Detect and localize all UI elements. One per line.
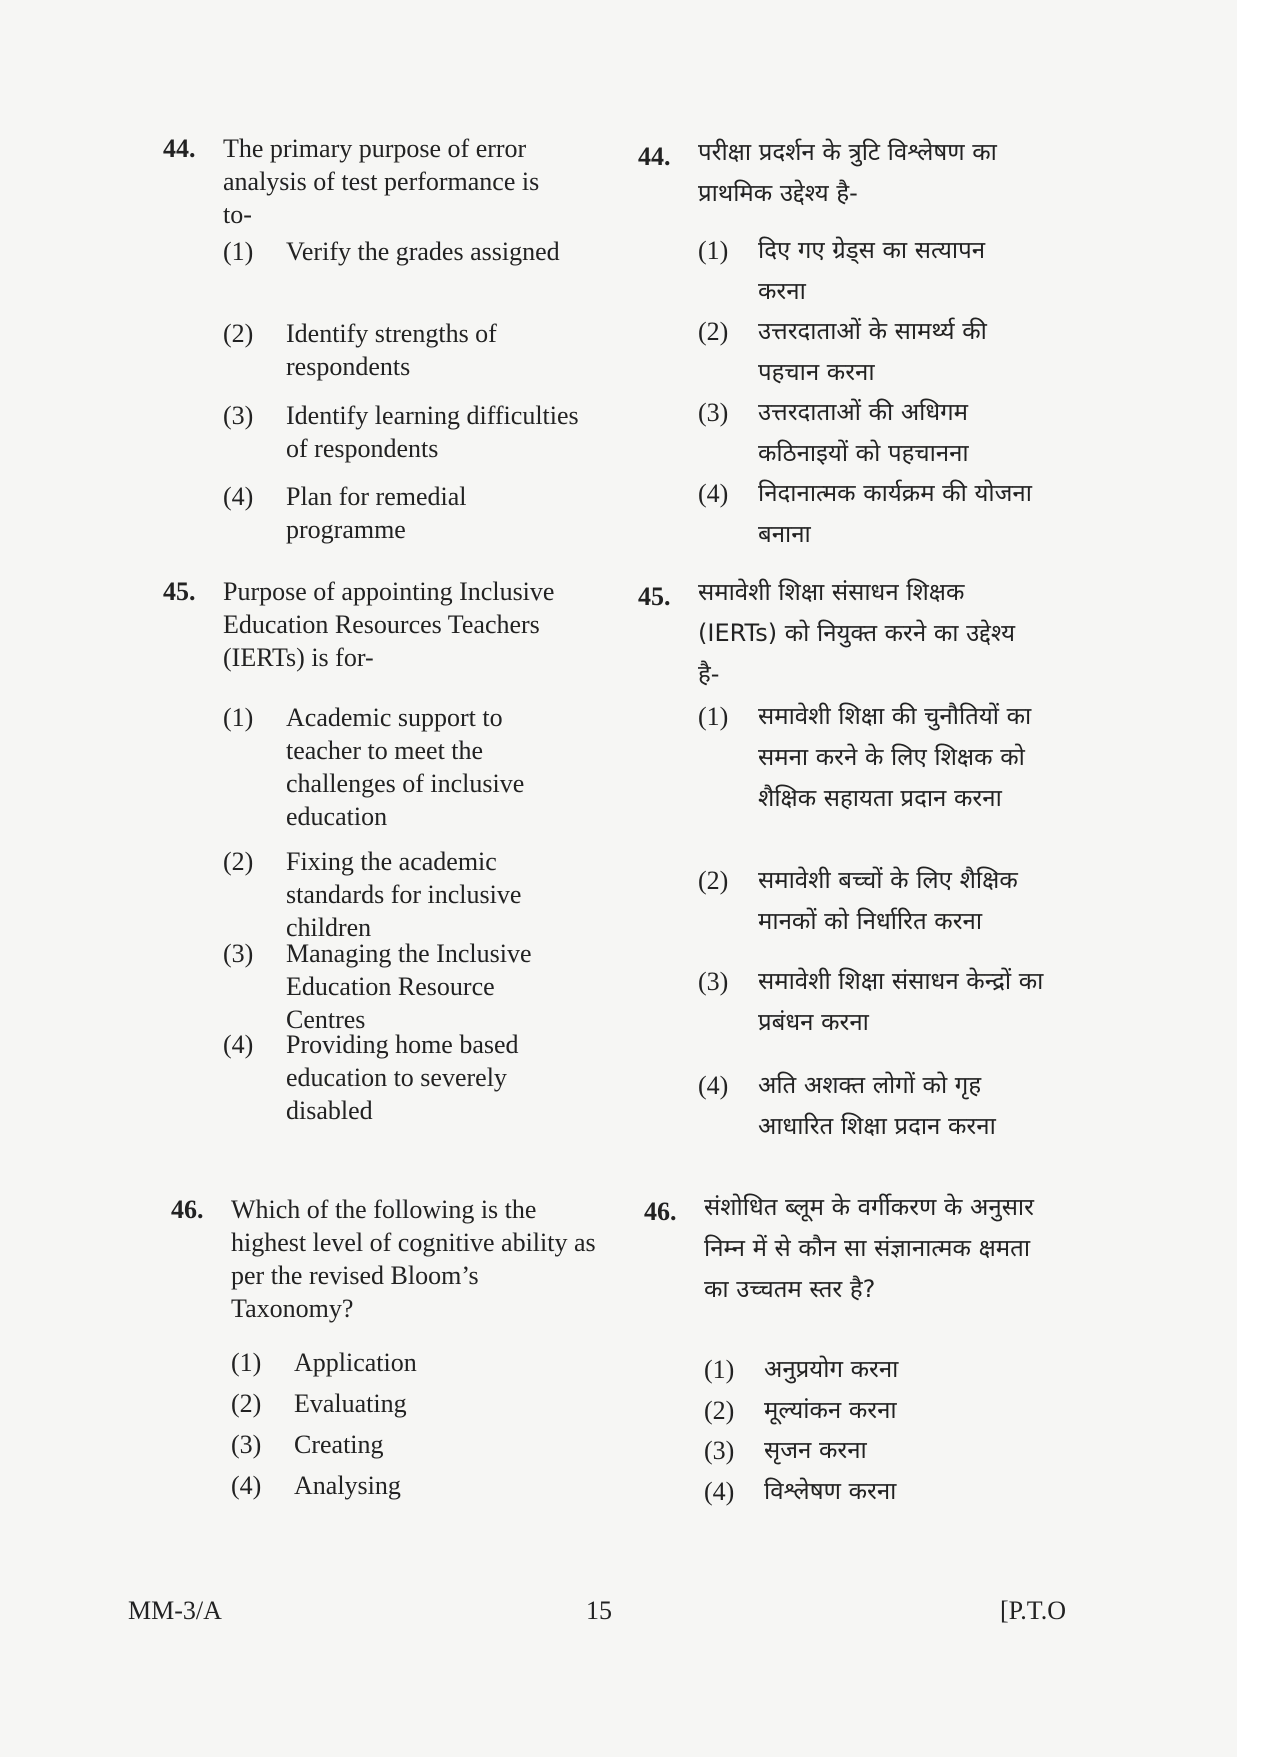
option-text: Providing home based education to severely disabled [286, 1030, 519, 1125]
option-text: Analysing [294, 1471, 401, 1500]
option-text: Academic support to teacher to meet the challenges of inclusive education [286, 703, 525, 831]
option-number: (4) [231, 1471, 262, 1500]
option-3 [698, 392, 1098, 474]
option-number: (1) [223, 237, 254, 266]
option-2 [223, 317, 623, 383]
option-1 [698, 696, 1098, 819]
option-3 [231, 1428, 631, 1461]
question-text: परीक्षा प्रदर्शन के त्रुटि विश्लेषण का प्राथमिक उद्देश्य है- [698, 138, 997, 207]
option-2 [223, 845, 623, 944]
option-number: (2) [698, 866, 729, 895]
option-text: मूल्यांकन करना [764, 1396, 897, 1424]
option-number: (3) [223, 401, 254, 430]
question-45-en [163, 575, 623, 1125]
option-number: (1) [698, 702, 729, 731]
option-number: (4) [704, 1477, 735, 1506]
option-2 [698, 311, 1098, 393]
question-number: 44. [163, 134, 196, 163]
option-text: समावेशी शिक्षा संसाधन केन्द्रों का प्रबंधन करना [758, 967, 1044, 1036]
option-number: (1) [704, 1355, 735, 1384]
question-text: The primary purpose of error analysis of test performance is to- [223, 134, 540, 229]
pto-label: [P.T.O [1000, 1596, 1066, 1625]
question-44-hi [638, 132, 1098, 548]
option-4 [698, 1065, 1098, 1147]
question-text: संशोधित ब्लूम के वर्गीकरण के अनुसार निम्न में से कौन सा संज्ञानात्मक क्षमता का उच्चतम स्तर है? [704, 1193, 1034, 1303]
question-number: 45. [638, 582, 671, 611]
question-45-hi [638, 572, 1098, 1140]
question-text: समावेशी शिक्षा संसाधन शिक्षक (IERTs) को नियुक्त करने का उद्देश्य है- [698, 578, 1015, 688]
option-1 [698, 230, 1098, 312]
question-number: 46. [644, 1197, 677, 1226]
option-text: विश्लेषण करना [764, 1477, 897, 1505]
option-text: अति अशक्त लोगों को गृह आधारित शिक्षा प्रदान करना [758, 1071, 996, 1140]
question-46-en [171, 1193, 631, 1500]
option-2 [231, 1387, 631, 1420]
question-text: Purpose of appointing Inclusive Education Resources Teachers (IERTs) is for- [223, 577, 555, 672]
option-3 [698, 961, 1098, 1043]
option-3 [223, 937, 623, 1036]
option-2 [698, 860, 1098, 942]
page-number: 15 [586, 1596, 612, 1625]
option-number: (3) [704, 1436, 735, 1465]
option-4 [223, 480, 623, 546]
question-46-hi [644, 1187, 1104, 1506]
option-text: Identify strengths of respondents [286, 319, 497, 381]
paper-code: MM-3/A [128, 1596, 222, 1625]
option-text: Fixing the academic standards for inclusive children [286, 847, 522, 942]
option-3 [223, 399, 623, 465]
option-text: Application [294, 1348, 417, 1377]
option-number: (3) [698, 967, 729, 996]
option-number: (2) [231, 1389, 262, 1418]
page-edge [1237, 0, 1275, 1757]
option-1 [704, 1349, 1104, 1390]
option-number: (1) [698, 236, 729, 265]
option-4 [704, 1471, 1104, 1512]
option-2 [704, 1390, 1104, 1431]
option-number: (4) [698, 1071, 729, 1100]
option-1 [223, 235, 623, 268]
option-text: समावेशी शिक्षा की चुनौतियों का समना करने के लिए शिक्षक को शैक्षिक सहायता प्रदान करना [758, 702, 1032, 812]
question-number: 46. [171, 1195, 204, 1224]
option-3 [704, 1430, 1104, 1471]
option-number: (4) [223, 482, 254, 511]
option-number: (2) [223, 319, 254, 348]
option-number: (1) [223, 703, 254, 732]
option-4 [231, 1469, 631, 1502]
option-1 [231, 1346, 631, 1379]
question-44-en [163, 132, 623, 544]
option-number: (4) [698, 479, 729, 508]
option-number: (2) [704, 1396, 735, 1425]
option-number: (3) [231, 1430, 262, 1459]
option-text: Managing the Inclusive Education Resource Centres [286, 939, 532, 1034]
option-text: Identify learning difficulties of respondents [286, 401, 579, 463]
question-number: 44. [638, 142, 671, 171]
question-number: 45. [163, 577, 196, 606]
question-text: Which of the following is the highest level of cognitive ability as per the revised Bloom’s Taxonomy? [231, 1195, 596, 1323]
option-text: समावेशी बच्चों के लिए शैक्षिक मानकों को निर्धारित करना [758, 866, 1018, 935]
option-text: सृजन करना [764, 1436, 867, 1464]
option-4 [223, 1028, 623, 1127]
option-text: उत्तरदाताओं की अधिगम कठिनाइयों को पहचानना [758, 398, 969, 467]
option-text: Plan for remedial programme [286, 482, 467, 544]
option-1 [223, 701, 623, 833]
option-text: निदानात्मक कार्यक्रम की योजना बनाना [758, 479, 1032, 548]
option-text: अनुप्रयोग करना [764, 1355, 899, 1383]
option-text: उत्तरदाताओं के सामर्थ्य की पहचान करना [758, 317, 987, 386]
option-number: (4) [223, 1030, 254, 1059]
option-text: Verify the grades assigned [286, 237, 560, 266]
option-text: दिए गए ग्रेड्स का सत्यापन करना [758, 236, 986, 305]
option-4 [698, 473, 1098, 555]
option-number: (2) [223, 847, 254, 876]
option-number: (3) [698, 398, 729, 427]
option-number: (3) [223, 939, 254, 968]
option-number: (1) [231, 1348, 262, 1377]
option-number: (2) [698, 317, 729, 346]
option-text: Evaluating [294, 1389, 407, 1418]
option-text: Creating [294, 1430, 384, 1459]
